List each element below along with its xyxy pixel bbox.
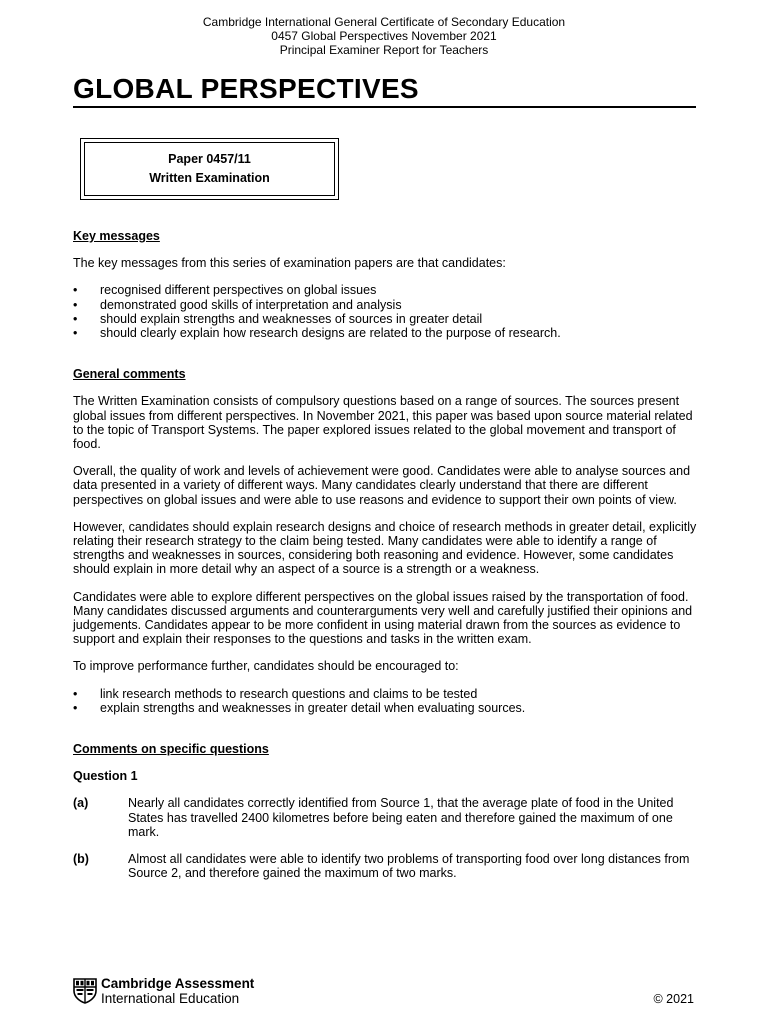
general-comments-paragraph: Overall, the quality of work and levels of achievement were good. Candidates were able to analyse sources and data presented in a variety of different ways. Many candidates clearly understand that there are different perspectives on global issues and were able to use reasons and evidence to support their own points of view. — [73, 464, 691, 507]
question-part-text: Almost all candidates were able to identify two problems of transporting food over long distances from Source 2, and therefore gained the maximum of two marks. — [128, 852, 690, 881]
specific-questions-heading: Comments on specific questions — [73, 742, 269, 757]
key-messages-heading: Key messages — [73, 229, 160, 243]
general-comments-paragraph: Candidates were able to explore different perspectives on the global issues raised by the transportation of food. Many candidates discussed arguments and counterarguments very well and carefully justified their opinions and judgements. Candidates appear to be more confident in using material drawn from the sources as evidence to support and explain their responses to the questions and tasks in the written exam. — [73, 589, 693, 647]
header-line-qualification: Cambridge International General Certificate of Secondary Education — [202, 15, 566, 29]
header-line-session: 0457 Global Perspectives November 2021 — [271, 29, 497, 43]
question-part-label: (b) — [73, 852, 89, 867]
section-spacer — [73, 728, 701, 742]
list-item: • demonstrated good skills of interpretation and analysis — [73, 298, 701, 312]
section-spacer — [73, 353, 701, 367]
key-messages-intro: The key messages from this series of examination papers are that candidates: — [73, 256, 506, 271]
report-header — [0, 15, 768, 57]
logo-wordmark — [101, 976, 254, 1006]
improvement-list — [73, 687, 701, 715]
crest-icon — [73, 978, 97, 1004]
list-item: • link research methods to research questions and claims to be tested — [73, 687, 701, 701]
general-comments-paragraph: To improve performance further, candidates should be encouraged to: — [73, 659, 459, 674]
paper-info-box — [80, 138, 339, 200]
question-part-label: (a) — [73, 796, 89, 811]
key-messages-list — [73, 283, 701, 340]
copyright-notice: © 2021 — [653, 992, 694, 1006]
header-line-report-type: Principal Examiner Report for Teachers — [279, 43, 489, 57]
list-item: • should clearly explain how research designs are related to the purpose of research. — [73, 326, 701, 340]
report-body — [73, 229, 701, 894]
cambridge-logo — [73, 976, 254, 1006]
question-part-text: Nearly all candidates correctly identified from Source 1, that the average plate of food in the United States has travelled 2400 kilometres before being eaten and therefore gained the maximum of one mark. — [128, 796, 674, 839]
paper-info-inner — [84, 142, 335, 196]
question-part — [73, 796, 701, 839]
list-item: • recognised different perspectives on global issues — [73, 283, 701, 297]
paper-name: Written Examination — [149, 171, 270, 185]
title-divider — [73, 106, 696, 108]
general-comments-heading: General comments — [73, 367, 186, 382]
paper-code: Paper 0457/11 — [168, 152, 251, 166]
page-title: GLOBAL PERSPECTIVES — [73, 73, 419, 104]
question-part — [73, 852, 701, 880]
general-comments-paragraph: The Written Examination consists of compulsory questions based on a range of sources. The sources present global issues from different perspectives. In November 2021, this paper was based upon source material related to the topic of Transport Systems. The paper explored issues related to the global movement and transport of food. — [73, 394, 693, 452]
logo-line-2: International Education — [101, 991, 240, 1006]
question-title: Question 1 — [73, 769, 138, 784]
list-item: • explain strengths and weaknesses in greater detail when evaluating sources. — [73, 701, 701, 715]
logo-line-1: Cambridge Assessment — [101, 976, 255, 991]
list-item: • should explain strengths and weaknesses of sources in greater detail — [73, 312, 701, 326]
general-comments-paragraph: However, candidates should explain research designs and choice of research methods in greater detail, explicitly relating their research strategy to the claim being tested. Many candidates were able to identify a range of strengths and weaknesses in sources, considering both reasoning and evidence. However, some candidates should explain in more detail why an aspect of a source is a strength or a weakness. — [73, 519, 697, 577]
